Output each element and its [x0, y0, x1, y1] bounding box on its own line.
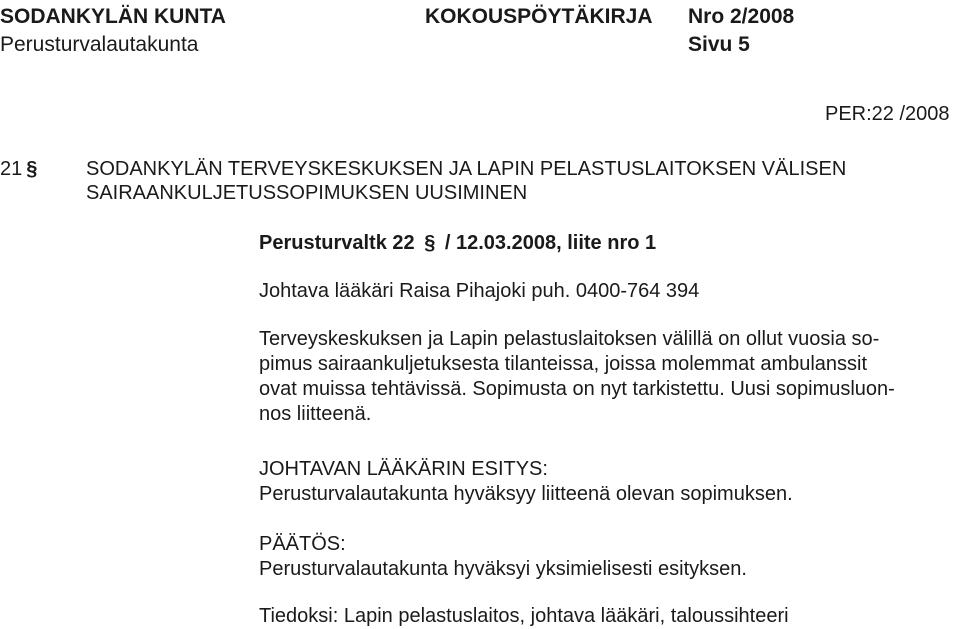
item-number [0, 158, 37, 181]
decision-heading: PÄÄTÖS: [259, 533, 346, 555]
proposal-heading: JOHTAVAN LÄÄKÄRIN ESITYS: [259, 458, 548, 480]
attachment-reference-suffix: / 12.03.2008, liite nro 1 [444, 232, 657, 254]
body-paragraph [259, 327, 949, 427]
page-number: Sivu 5 [688, 33, 750, 56]
decision-section [259, 532, 949, 582]
body-line: pimus sairaankuljetuksesta tilanteissa, joissa molemmat ambulanssit [259, 353, 868, 375]
attachment-section-symbol: § [424, 232, 436, 254]
proposal-section [259, 457, 949, 507]
body-line: nos liitteenä. [259, 403, 372, 425]
section-symbol: § [26, 158, 38, 180]
attachment-reference-prefix: Perusturvaltk 22 [259, 232, 415, 254]
organization-name: SODANKYLÄN KUNTA [0, 5, 226, 28]
distribution-list: Tiedoksi: Lapin pelastuslaitos, johtava lääkäri, taloussihteeri [259, 605, 789, 627]
body-line: Terveyskeskuksen ja Lapin pelastuslaitoksen välillä on ollut vuosia so- [259, 328, 880, 350]
board-name: Perusturvalautakunta [0, 33, 199, 56]
document-type: KOKOUSPÖYTÄKIRJA [425, 5, 653, 28]
contact-person: Johtava lääkäri Raisa Pihajoki puh. 0400-764 394 [259, 280, 700, 302]
item-number-value: 21 [0, 158, 23, 180]
attachment-reference [259, 232, 656, 255]
decision-text: Perusturvalautakunta hyväksyi yksimielisesti esityksen. [259, 558, 747, 580]
document-number: Nro 2/2008 [688, 5, 795, 28]
body-line: ovat muissa tehtävissä. Sopimusta on nyt tarkistettu. Uusi sopimusluon- [259, 378, 895, 400]
item-title-line-1: SODANKYLÄN TERVEYSKESKUKSEN JA LAPIN PELASTUSLAITOKSEN VÄLISEN [86, 158, 847, 180]
reference-number: PER:22 /2008 [825, 103, 950, 125]
proposal-text: Perusturvalautakunta hyväksyy liitteenä olevan sopimuksen. [259, 483, 793, 505]
item-title-line-2: SAIRAANKULJETUSSOPIMUKSEN UUSIMINEN [86, 182, 528, 204]
